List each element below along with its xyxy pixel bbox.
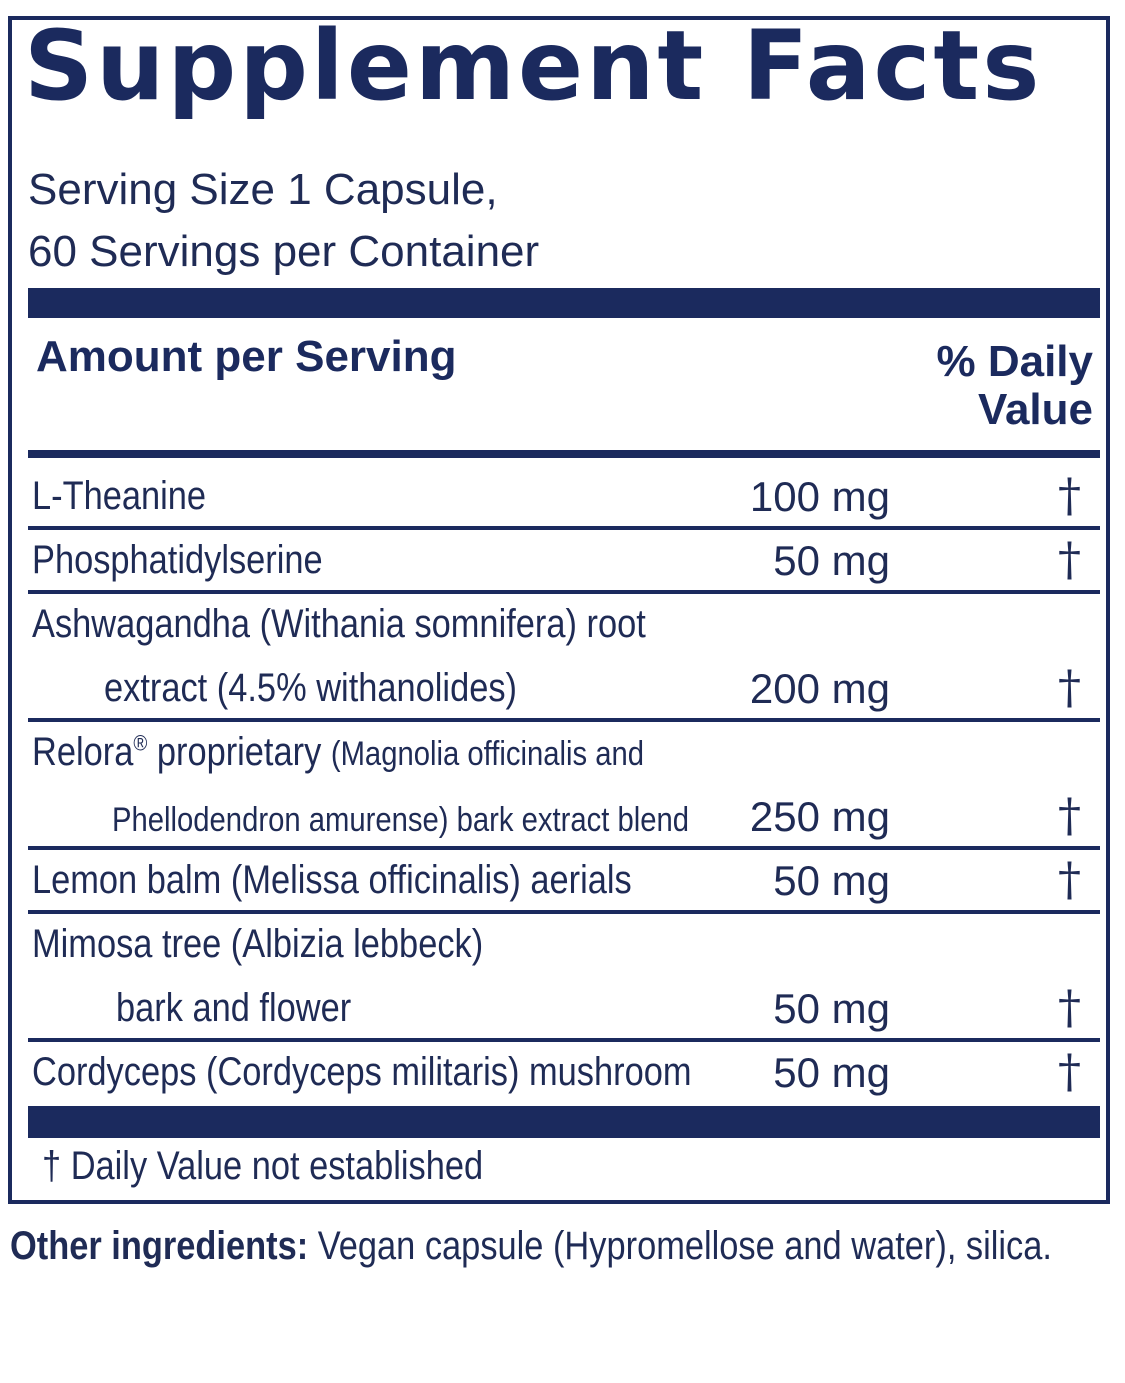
servings-per-container: 60 Servings per Container	[28, 227, 540, 276]
proprietary-label: proprietary	[147, 730, 331, 774]
ingredient-name-line2: extract (4.5% withanolides)	[104, 666, 517, 710]
ingredient-name-line1	[32, 732, 644, 772]
other-ingredients	[10, 1226, 1052, 1266]
footer-divider-bar	[28, 1106, 1100, 1138]
row-divider	[28, 910, 1100, 914]
page-title: Supplement Facts	[24, 10, 1043, 122]
ingredient-name: Phosphatidylserine	[32, 538, 323, 582]
ingredient-name-line2	[112, 798, 689, 838]
dagger-mark: †	[1058, 532, 1081, 586]
ingredient-name-line1: Ashwagandha (Withania somnifera) root	[32, 602, 646, 646]
dagger-mark: †	[1058, 660, 1081, 714]
other-ingredients-text: Vegan capsule (Hypromellose and water), silica.	[308, 1224, 1052, 1268]
header-divider-bar	[28, 288, 1100, 318]
row-divider	[28, 1038, 1100, 1042]
row-divider	[28, 590, 1100, 594]
ingredient-name-line1: Mimosa tree (Albizia lebbeck)	[32, 922, 484, 966]
ingredient-amount: 50 mg	[773, 1049, 890, 1096]
ingredient-amount: 200 mg	[749, 665, 890, 712]
dagger-mark: †	[1058, 852, 1081, 906]
ingredient-amount: 250 mg	[749, 793, 890, 840]
daily-value-heading	[936, 338, 1093, 435]
dagger-mark: †	[1058, 980, 1081, 1034]
daily-value-heading-line1: % Daily	[936, 337, 1093, 386]
ingredient-name-line2: bark and flower	[116, 986, 352, 1030]
other-ingredients-label: Other ingredients:	[10, 1224, 309, 1268]
ingredient-name: Cordyceps (Cordyceps militaris) mushroom	[32, 1050, 692, 1094]
ingredient-name: Lemon balm (Melissa officinalis) aerials	[32, 858, 632, 902]
row-divider	[28, 718, 1100, 722]
row-divider	[28, 526, 1100, 530]
botanical-source-continued: Phellodendron amurense)	[112, 801, 449, 839]
amount-per-serving-heading: Amount per Serving	[36, 332, 457, 381]
ingredient-amount: 50 mg	[773, 985, 890, 1032]
dagger-mark: †	[1058, 1044, 1081, 1098]
ingredient-amount: 50 mg	[773, 537, 890, 584]
registered-mark: ®	[133, 730, 148, 756]
botanical-sources: (Magnolia officinalis and	[330, 735, 644, 773]
serving-size: Serving Size 1 Capsule,	[28, 165, 498, 214]
daily-value-footnote: † Daily Value not established	[42, 1144, 484, 1188]
extract-blend-label: bark extract blend	[448, 801, 690, 839]
daily-value-heading-line2: Value	[978, 385, 1093, 435]
dagger-mark: †	[1058, 468, 1081, 522]
relora-brand: Relora	[32, 730, 134, 774]
ingredient-amount: 50 mg	[773, 857, 890, 904]
column-header-rule	[28, 450, 1100, 458]
ingredient-amount: 100 mg	[749, 473, 890, 520]
row-divider	[28, 846, 1100, 850]
ingredient-name: L-Theanine	[32, 474, 207, 518]
dagger-mark: †	[1058, 788, 1081, 842]
